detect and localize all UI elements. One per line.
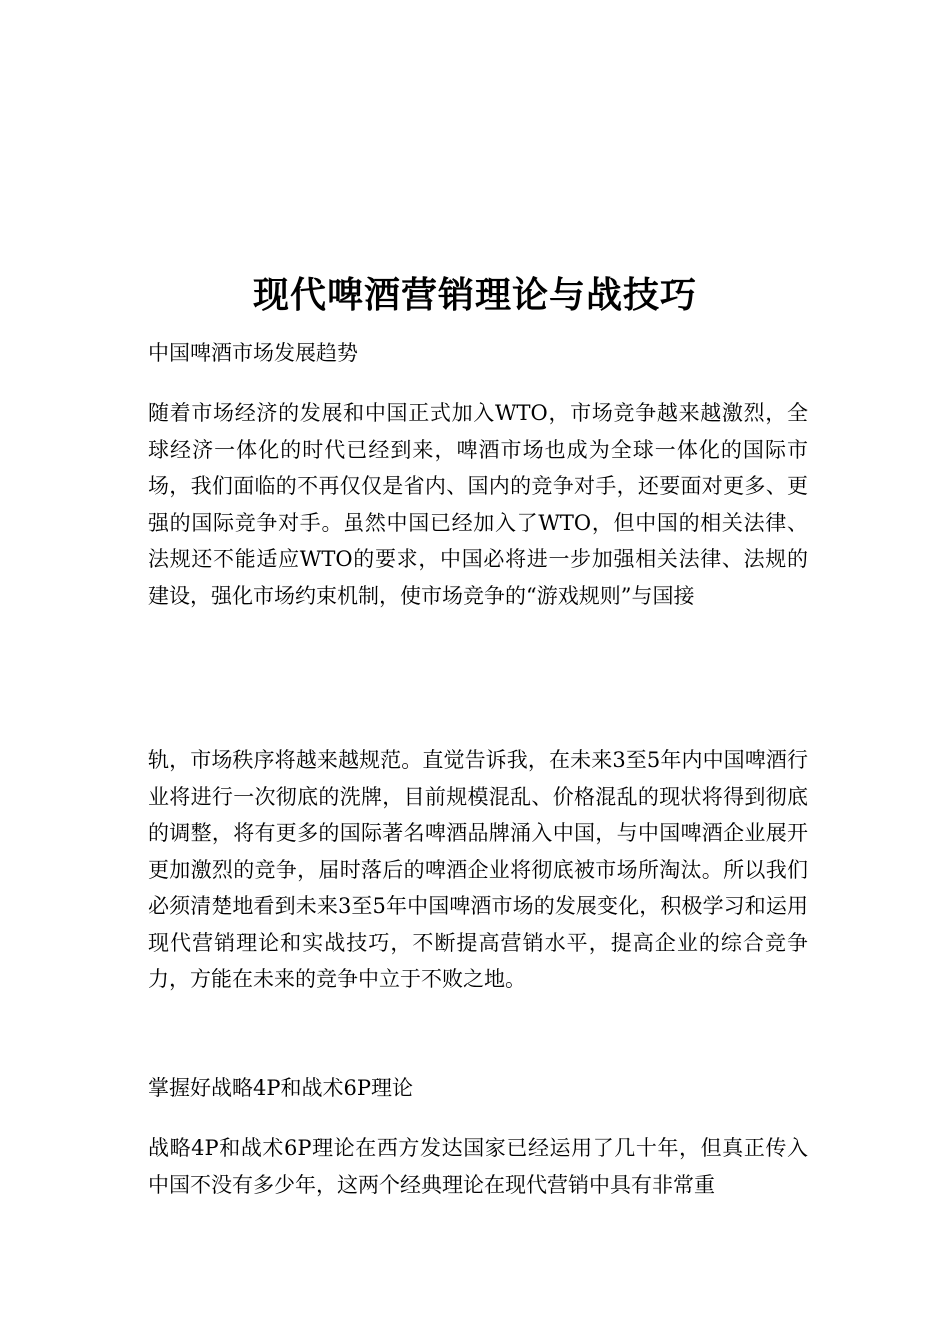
paragraph-market-reshuffle: 轨，市场秩序将越来越规范。直觉告诉我，在未来3至5年内中国啤酒行业将进行一次彻底的洗牌，目前规模混乱、价格混乱的现状将得到彻底的调整，将有更多的国际著名啤酒品牌涌入中国，与中国啤酒企业展开更加激烈的竞争，届时落后的啤酒企业将彻底被市场所淘汰。所以我们必须清楚地看到未来3至5年中国啤酒市场的发展变化，积极学习和运用现代营销理论和实战技巧，不断提高营销水平，提高企业的综合竞争力，方能在未来的竞争中立于不败之地。: [148, 748, 808, 991]
document-title: 现代啤酒营销理论与战技巧: [252, 274, 697, 316]
paragraph-4p-6p-theory: 战略4P和战术6P理论在西方发达国家已经运用了几十年，但真正传入中国不没有多少年，这两个经典理论在现代营销中具有非常重: [148, 1136, 808, 1197]
section-heading-4p-6p: 掌握好战略4P和战术6P理论: [148, 1076, 413, 1100]
paragraph-wto-competition: 随着市场经济的发展和中国正式加入WTO，市场竞争越来越激烈，全球经济一体化的时代已经到来，啤酒市场也成为全球一体化的国际市场，我们面临的不再仅仅是省内、国内的竞争对手，还要面对更多、更强的国际竞争对手。虽然中国已经加入了WTO，但中国的相关法律、法规还不能适应WTO的要求，中国必将进一步加强相关法律、法规的建设，强化市场约束机制，使市场竞争的“游戏规则”与国接: [148, 401, 808, 608]
section-heading-market-trends: 中国啤酒市场发展趋势: [148, 341, 358, 365]
